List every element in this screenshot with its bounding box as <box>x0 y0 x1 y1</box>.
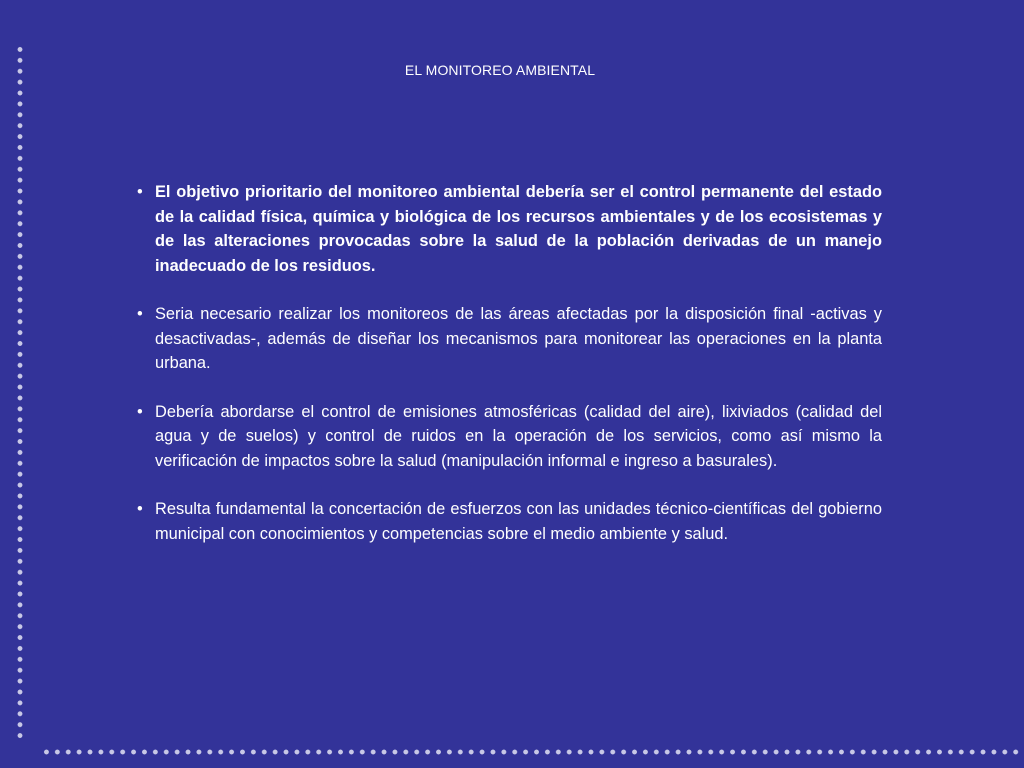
bullet-item <box>134 302 882 376</box>
bullet-text: Resulta fundamental la concertación de esfuerzos con las unidades técnico-científicas del gobierno municipal con conocimientos y competencias sobre el medio ambiente y salud. <box>155 500 882 543</box>
dotted-border-left <box>17 44 23 740</box>
bullet-dot-icon: • <box>137 500 143 518</box>
bullet-dot-icon: • <box>137 183 143 201</box>
bullet-item <box>134 497 882 546</box>
bullet-item <box>134 180 882 278</box>
bullet-dot-icon: • <box>137 402 143 421</box>
bullet-text: Debería abordarse el control de emisiones atmosféricas (calidad del aire), lixiviados (calidad del agua y de suelos) y control de ruidos en la operación de los servicios, como así mismo la verificación de impactos sobre la salud (manipulación informal e ingreso a basurales). <box>155 402 882 470</box>
bullet-text: El objetivo prioritario del monitoreo ambiental debería ser el control permanente del estado de la calidad física, química y biológica de los recursos ambientales y de los ecosistemas y de las alteraciones provocadas sobre la salud de la población derivadas de un manejo inadecuado de los residuos. <box>155 183 882 275</box>
dotted-border-bottom <box>41 749 1024 755</box>
slide-title: EL MONITOREO AMBIENTAL <box>404 62 596 78</box>
bullet-text: Seria necesario realizar los monitoreos de las áreas afectadas por la disposición final -activas y desactivadas-, además de diseñar los mecanismos para monitorear las operaciones en la planta urbana. <box>155 305 882 372</box>
bullet-dot-icon: • <box>137 305 143 323</box>
bullet-list <box>134 180 882 570</box>
bullet-item <box>134 400 882 474</box>
